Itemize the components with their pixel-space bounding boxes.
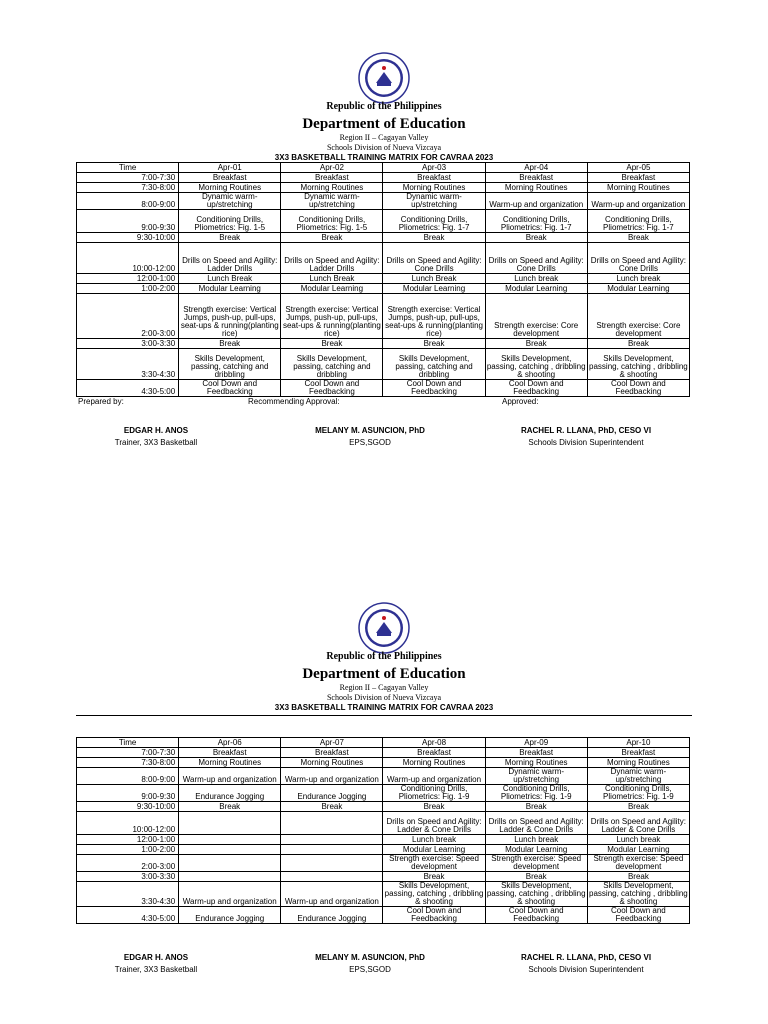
activity-cell: Break <box>281 802 383 812</box>
activity-cell: Break <box>179 339 281 349</box>
activity-cell <box>179 855 281 872</box>
matrix-sheet-1 <box>0 52 768 457</box>
division-line: Schools Division of Nueva Vizcaya <box>326 693 441 702</box>
activity-cell: Warm-up and organization <box>179 882 281 907</box>
column-header: Apr-09 <box>485 738 587 748</box>
table-row <box>77 233 690 243</box>
activity-cell: Drills on Speed and Agility: Cone Drills <box>383 243 485 274</box>
activity-cell: Break <box>587 802 689 812</box>
training-matrix-table <box>76 737 690 924</box>
activity-cell: Conditioning Drills, Pliometrics: Fig. 1-7 <box>383 210 485 233</box>
activity-cell: Break <box>179 802 281 812</box>
activity-cell: Drills on Speed and Agility: Ladder & Cone Drills <box>383 812 485 835</box>
matrix-sheet-2 <box>0 602 768 984</box>
table-row <box>77 758 690 768</box>
table-row <box>77 802 690 812</box>
activity-cell: Break <box>485 233 587 243</box>
column-header: Apr-01 <box>179 163 281 173</box>
activity-cell: Break <box>281 339 383 349</box>
activity-cell: Strength exercise: Speed development <box>383 855 485 872</box>
activity-cell: Modular Learning <box>179 284 281 294</box>
letterhead <box>0 52 768 162</box>
signatory-position: EPS,SGOD <box>349 965 391 974</box>
table-row <box>77 284 690 294</box>
activity-cell: Strength exercise: Speed development <box>485 855 587 872</box>
activity-cell: Warm-up and organization <box>383 768 485 785</box>
activity-cell: Lunch Break <box>281 274 383 284</box>
activity-cell: Lunch break <box>485 835 587 845</box>
matrix-title: 3X3 BASKETBALL TRAINING MATRIX FOR CAVRAA 2023 <box>274 153 494 162</box>
table-header-row <box>77 163 690 173</box>
table-row <box>77 768 690 785</box>
activity-cell: Breakfast <box>485 173 587 183</box>
activity-cell: Lunch break <box>383 835 485 845</box>
activity-cell: Warm-up and organization <box>281 882 383 907</box>
activity-cell: Drills on Speed and Agility: Ladder & Cone Drills <box>485 812 587 835</box>
signatory-trainer <box>96 952 216 976</box>
signatory-name: EDGAR H. ANOS <box>123 953 189 962</box>
activity-cell <box>179 872 281 882</box>
activity-cell: Break <box>485 872 587 882</box>
activity-cell: Conditioning Drills, Pliometrics: Fig. 1-5 <box>281 210 383 233</box>
table-row <box>77 349 690 380</box>
time-cell: 7:00-7:30 <box>77 748 179 758</box>
activity-cell: Lunch break <box>485 274 587 284</box>
activity-cell: Morning Routines <box>485 183 587 193</box>
activity-cell: Conditioning Drills, Pliometrics: Fig. 1-5 <box>179 210 281 233</box>
signatory-position: Trainer, 3X3 Basketball <box>114 965 198 974</box>
activity-cell: Skills Development, passing, catching , dribbling & shooting <box>587 349 689 380</box>
activity-cell: Break <box>587 872 689 882</box>
signatory-sds <box>506 952 666 976</box>
table-row <box>77 339 690 349</box>
activity-cell: Conditioning Drills, Pliometrics: Fig. 1-9 <box>383 785 485 802</box>
activity-cell: Morning Routines <box>179 758 281 768</box>
activity-cell <box>281 845 383 855</box>
activity-cell: Modular Learning <box>383 845 485 855</box>
table-header-row <box>77 738 690 748</box>
time-cell: 2:00-3:00 <box>77 294 179 339</box>
table-row <box>77 882 690 907</box>
signatory-name: RACHEL R. LLANA, PhD, CESO VI <box>520 426 652 435</box>
time-cell: 4:30-5:00 <box>77 380 179 397</box>
signatory-position: Trainer, 3X3 Basketball <box>114 438 198 447</box>
republic-line: Republic of the Philippines <box>326 651 442 662</box>
division-line: Schools Division of Nueva Vizcaya <box>326 143 441 152</box>
activity-cell: Strength exercise: Vertical Jumps, push-up, pull-ups, seat-ups & running(planting rice) <box>383 294 485 339</box>
signatory-sds <box>506 425 666 449</box>
letterhead <box>0 602 768 712</box>
activity-cell: Cool Down and Feedbacking <box>179 380 281 397</box>
activity-cell: Strength exercise: Vertical Jumps, push-up, pull-ups, seat-ups & running(planting rice) <box>281 294 383 339</box>
activity-cell: Endurance Jogging <box>281 907 383 924</box>
activity-cell: Breakfast <box>281 173 383 183</box>
column-header: Time <box>77 738 179 748</box>
activity-cell: Conditioning Drills, Pliometrics: Fig. 1-7 <box>587 210 689 233</box>
activity-cell <box>179 812 281 835</box>
activity-cell: Drills on Speed and Agility: Cone Drills <box>485 243 587 274</box>
activity-cell: Morning Routines <box>179 183 281 193</box>
time-cell: 10:00-12:00 <box>77 243 179 274</box>
time-cell: 3:00-3:30 <box>77 872 179 882</box>
table-row <box>77 785 690 802</box>
prepared-by-label: Prepared by: <box>78 397 124 406</box>
activity-cell: Morning Routines <box>485 758 587 768</box>
signatory-name: MELANY M. ASUNCION, PhD <box>315 426 425 435</box>
activity-cell: Skills Development, passing, catching and dribbling <box>383 349 485 380</box>
activity-cell: Break <box>485 339 587 349</box>
column-header: Apr-07 <box>281 738 383 748</box>
activity-cell: Drills on Speed and Agility: Cone Drills <box>587 243 689 274</box>
deped-seal-icon <box>358 52 410 104</box>
time-cell: 12:00-1:00 <box>77 274 179 284</box>
time-cell: 1:00-2:00 <box>77 284 179 294</box>
column-header: Apr-02 <box>281 163 383 173</box>
time-cell: 8:00-9:00 <box>77 193 179 210</box>
region-line: Region II – Cagayan Valley <box>339 133 429 142</box>
time-cell: 7:30-8:00 <box>77 758 179 768</box>
activity-cell: Drills on Speed and Agility: Ladder Drills <box>281 243 383 274</box>
table-row <box>77 243 690 274</box>
republic-line: Republic of the Philippines <box>326 101 442 112</box>
activity-cell: Dynamic warm-up/stretching <box>179 193 281 210</box>
activity-cell: Skills Development, passing, catching , dribbling & shooting <box>384 881 484 906</box>
activity-cell: Strength exercise: Vertical Jumps, push-up, pull-ups, seat-ups & running(planting rice) <box>179 294 281 339</box>
column-header: Apr-03 <box>383 163 485 173</box>
activity-cell: Cool Down and Feedbacking <box>587 907 689 924</box>
activity-cell <box>179 845 281 855</box>
activity-cell: Cool Down and Feedbacking <box>485 380 587 397</box>
activity-cell: Endurance Jogging <box>281 785 383 802</box>
activity-cell: Dynamic warm-up/stretching <box>281 193 383 210</box>
signatory-position: Schools Division Superintendent <box>528 438 644 447</box>
activity-cell: Cool Down and Feedbacking <box>587 380 689 397</box>
activity-cell: Breakfast <box>281 748 383 758</box>
activity-cell: Conditioning Drills, Pliometrics: Fig. 1-9 <box>485 785 587 802</box>
activity-cell: Warm-up and organization <box>485 193 587 210</box>
activity-cell: Morning Routines <box>587 758 689 768</box>
activity-cell: Endurance Jogging <box>179 907 281 924</box>
time-cell: 9:30-10:00 <box>77 233 179 243</box>
department-name: Department of Education <box>302 666 466 682</box>
time-cell: 8:00-9:00 <box>77 768 179 785</box>
activity-cell: Break <box>383 233 485 243</box>
activity-cell: Morning Routines <box>281 183 383 193</box>
activity-cell: Morning Routines <box>383 758 485 768</box>
activity-cell: Cool Down and Feedbacking <box>383 907 485 924</box>
column-header: Apr-05 <box>587 163 689 173</box>
table-row <box>77 274 690 284</box>
activity-cell: Skills Development, passing, catching , dribbling & shooting <box>485 349 587 380</box>
activity-cell: Skills Development, passing, catching and dribbling <box>281 349 383 380</box>
activity-cell: Breakfast <box>587 748 689 758</box>
time-cell: 7:00-7:30 <box>77 173 179 183</box>
activity-cell: Dynamic warm-up/stretching <box>485 768 587 785</box>
table-row <box>77 907 690 924</box>
activity-cell <box>281 872 383 882</box>
activity-cell: Warm-up and organization <box>179 768 281 785</box>
activity-cell: Modular Learning <box>383 284 485 294</box>
signatory-name: MELANY M. ASUNCION, PhD <box>315 953 425 962</box>
table-row <box>77 210 690 233</box>
table-row <box>77 835 690 845</box>
activity-cell: Breakfast <box>383 748 485 758</box>
time-cell: 9:00-9:30 <box>77 210 179 233</box>
signatory-eps <box>290 425 450 449</box>
activity-cell: Skills Development, passing, catching , dribbling & shooting <box>589 881 688 906</box>
activity-cell: Modular Learning <box>587 845 689 855</box>
time-cell: 3:30-4:30 <box>77 882 179 907</box>
activity-cell: Breakfast <box>179 173 281 183</box>
table-row <box>77 748 690 758</box>
table-row <box>77 855 690 872</box>
activity-cell: Break <box>587 339 689 349</box>
activity-cell: Warm-up and organization <box>281 768 383 785</box>
table-row <box>77 173 690 183</box>
activity-cell: Morning Routines <box>281 758 383 768</box>
activity-cell: Lunch break <box>587 835 689 845</box>
activity-cell: Break <box>281 233 383 243</box>
time-cell: 9:00-9:30 <box>77 785 179 802</box>
time-cell: 3:30-4:30 <box>77 349 179 380</box>
time-cell: 1:00-2:00 <box>77 845 179 855</box>
activity-cell: Lunch Break <box>179 274 281 284</box>
activity-cell: Morning Routines <box>587 183 689 193</box>
column-header: Apr-04 <box>485 163 587 173</box>
table-row <box>77 812 690 835</box>
signatory-name: RACHEL R. LLANA, PhD, CESO VI <box>520 953 652 962</box>
activity-cell <box>281 812 383 835</box>
time-cell: 7:30-8:00 <box>77 183 179 193</box>
activity-cell: Breakfast <box>383 173 485 183</box>
activity-cell: Lunch Break <box>383 274 485 284</box>
activity-cell <box>281 835 383 845</box>
activity-cell: Break <box>383 339 485 349</box>
table-row <box>77 183 690 193</box>
activity-cell: Breakfast <box>485 748 587 758</box>
activity-cell: Dynamic warm-up/stretching <box>383 193 485 210</box>
time-cell: 10:00-12:00 <box>77 812 179 835</box>
region-line: Region II – Cagayan Valley <box>339 683 429 692</box>
approved-label: Approved: <box>502 397 539 406</box>
signatory-position: EPS,SGOD <box>349 438 391 447</box>
time-cell: 2:00-3:00 <box>77 855 179 872</box>
activity-cell: Lunch break <box>587 274 689 284</box>
signatory-eps <box>290 952 450 976</box>
activity-cell: Modular Learning <box>485 284 587 294</box>
time-cell: 4:30-5:00 <box>77 907 179 924</box>
activity-cell: Strength exercise: Core development <box>587 294 689 339</box>
activity-cell: Break <box>587 233 689 243</box>
activity-cell: Strength exercise: Core development <box>485 294 587 339</box>
training-matrix-table <box>76 162 690 397</box>
activity-cell: Conditioning Drills, Pliometrics: Fig. 1-7 <box>485 210 587 233</box>
activity-cell: Modular Learning <box>485 845 587 855</box>
table-row <box>77 845 690 855</box>
matrix-title: 3X3 BASKETBALL TRAINING MATRIX FOR CAVRAA 2023 <box>274 703 494 712</box>
activity-cell: Endurance Jogging <box>179 785 281 802</box>
activity-cell: Break <box>383 872 485 882</box>
column-header: Apr-10 <box>587 738 689 748</box>
activity-cell: Drills on Speed and Agility: Ladder & Cone Drills <box>587 812 689 835</box>
column-header: Apr-08 <box>383 738 485 748</box>
activity-cell <box>281 855 383 872</box>
activity-cell: Drills on Speed and Agility: Ladder Drills <box>179 243 281 274</box>
time-cell: 3:00-3:30 <box>77 339 179 349</box>
time-cell: 9:30-10:00 <box>77 802 179 812</box>
table-row <box>77 294 690 339</box>
recommending-approval-label: Recommending Approval: <box>248 397 340 406</box>
activity-cell: Break <box>383 802 485 812</box>
time-cell: 12:00-1:00 <box>77 835 179 845</box>
column-header: Apr-06 <box>179 738 281 748</box>
activity-cell: Skills Development, passing, catching , dribbling & shooting <box>486 881 586 906</box>
table-row <box>77 380 690 397</box>
column-header: Time <box>77 163 179 173</box>
activity-cell: Skills Development, passing, catching and dribbling <box>179 349 281 380</box>
activity-cell: Break <box>179 233 281 243</box>
activity-cell: Breakfast <box>179 748 281 758</box>
activity-cell: Cool Down and Feedbacking <box>485 907 587 924</box>
table-row <box>77 193 690 210</box>
activity-cell <box>179 835 281 845</box>
activity-cell: Conditioning Drills, Pliometrics: Fig. 1-9 <box>587 785 689 802</box>
deped-seal-icon <box>358 602 410 654</box>
activity-cell: Cool Down and Feedbacking <box>281 380 383 397</box>
activity-cell: Morning Routines <box>383 183 485 193</box>
activity-cell: Modular Learning <box>587 284 689 294</box>
activity-cell: Breakfast <box>587 173 689 183</box>
activity-cell: Modular Learning <box>281 284 383 294</box>
activity-cell: Warm-up and organization <box>587 193 689 210</box>
activity-cell: Strength exercise: Speed development <box>587 855 689 872</box>
signatory-position: Schools Division Superintendent <box>528 965 644 974</box>
department-name: Department of Education <box>302 116 466 132</box>
signatory-trainer <box>96 425 216 449</box>
signatory-name: EDGAR H. ANOS <box>123 426 189 435</box>
table-row <box>77 872 690 882</box>
activity-cell: Break <box>485 802 587 812</box>
activity-cell: Cool Down and Feedbacking <box>383 380 485 397</box>
activity-cell: Dynamic warm-up/stretching <box>587 768 689 785</box>
